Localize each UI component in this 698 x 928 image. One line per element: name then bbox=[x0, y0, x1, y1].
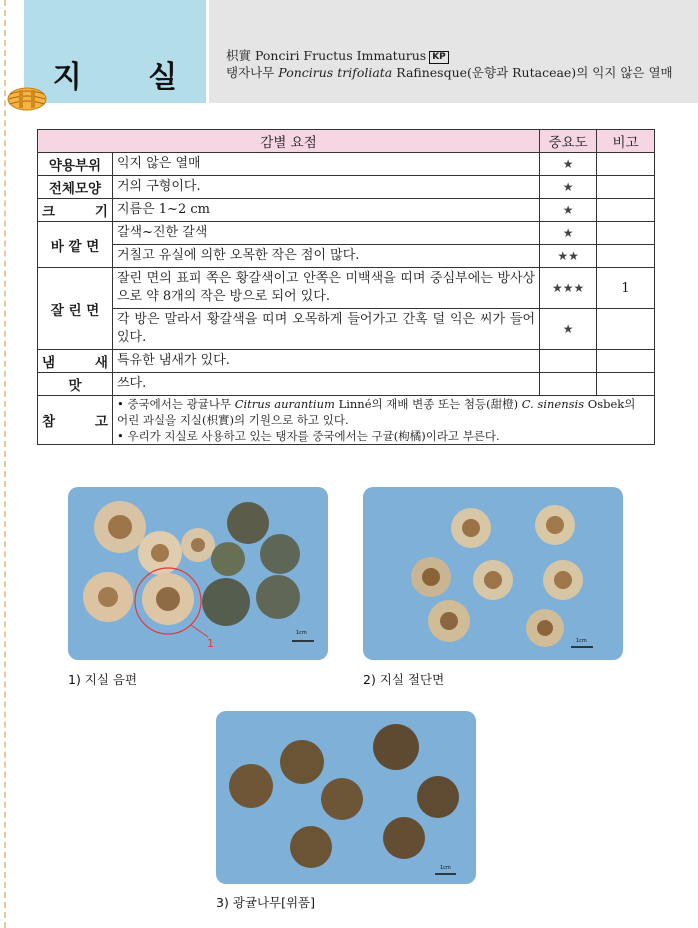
row-stars: ★ bbox=[540, 309, 597, 350]
table-row bbox=[38, 222, 655, 245]
row-note bbox=[597, 350, 655, 373]
row-desc: 쓰다. bbox=[112, 373, 539, 396]
herb-latin-name: Ponciri Fructus Immaturus bbox=[255, 48, 427, 63]
row-note bbox=[597, 309, 655, 350]
row-label: 참 고 bbox=[38, 396, 113, 445]
table-row bbox=[38, 245, 655, 268]
header-info-panel bbox=[209, 0, 698, 103]
row-stars: ★★ bbox=[540, 245, 597, 268]
scale-label: 1cm bbox=[576, 638, 587, 644]
table-row-reference bbox=[38, 396, 655, 445]
row-desc: 특유한 냄새가 있다. bbox=[112, 350, 539, 373]
sliced-fruit-image bbox=[68, 487, 328, 660]
photo-cross-sections bbox=[363, 487, 623, 660]
identification-table bbox=[37, 129, 655, 445]
photo-counterfeit bbox=[216, 711, 476, 884]
reference-line-2: • 우리가 지실로 사용하고 있는 탱자를 중국에서는 구귤(枸橘)이라고 부른다. bbox=[116, 429, 500, 443]
row-desc: 잘린 면의 표피 쪽은 황갈색이고 안쪽은 미백색을 띠며 중심부에는 방사상으로 약 8개의 작은 방으로 되어 있다. bbox=[112, 268, 539, 309]
table-header-row bbox=[38, 130, 655, 153]
scale-label: 1cm bbox=[440, 865, 451, 871]
photo-sliced-fruit bbox=[68, 487, 328, 660]
figure-caption-1: 1) 지실 음편 bbox=[68, 672, 138, 687]
ref-text: Osbek의 어린 과실을 지실(枳實)의 기원으로 하고 있다. bbox=[116, 397, 636, 427]
figure-caption-2: 2) 지실 절단면 bbox=[363, 672, 445, 687]
row-note bbox=[597, 176, 655, 199]
row-label: 크 기 bbox=[38, 199, 113, 222]
table-row bbox=[38, 153, 655, 176]
table-row bbox=[38, 268, 655, 309]
row-stars: ★★★ bbox=[540, 268, 597, 309]
scale-label: 1cm bbox=[296, 630, 307, 636]
page-title: 지 실 bbox=[52, 60, 206, 95]
herb-origin-line bbox=[226, 64, 686, 81]
row-desc: 갈색~진한 갈색 bbox=[112, 222, 539, 245]
row-desc: 익지 않은 열매 bbox=[112, 153, 539, 176]
table-row bbox=[38, 176, 655, 199]
row-note bbox=[597, 222, 655, 245]
ref-species: Citrus aurantium bbox=[234, 397, 335, 411]
row-desc: 거의 구형이다. bbox=[112, 176, 539, 199]
row-desc: 지름은 1~2 cm bbox=[112, 199, 539, 222]
col-header-key-points: 감별 요점 bbox=[38, 130, 540, 153]
table-row bbox=[38, 199, 655, 222]
herb-bundle-icon bbox=[6, 84, 48, 114]
row-label: 바 깥 면 bbox=[38, 222, 113, 268]
ref-text: Linné의 재배 변종 또는 첨등(甜橙) bbox=[338, 397, 519, 411]
row-stars: ★ bbox=[540, 176, 597, 199]
row-stars bbox=[540, 373, 597, 396]
row-note bbox=[597, 245, 655, 268]
counterfeit-fruit-image bbox=[216, 711, 476, 884]
table-row bbox=[38, 350, 655, 373]
origin-family: Rafinesque(운향과 Rutaceae)의 익지 않은 열매 bbox=[396, 65, 673, 80]
row-label: 냄 새 bbox=[38, 350, 113, 373]
col-header-remarks: 비고 bbox=[597, 130, 655, 153]
row-label: 맛 bbox=[38, 373, 113, 396]
ref-species: C. sinensis bbox=[521, 397, 585, 411]
row-stars: ★ bbox=[540, 222, 597, 245]
figure-caption-3: 3) 광귤나무[위품] bbox=[216, 895, 316, 910]
herb-description bbox=[226, 47, 686, 81]
ref-text: • 중국에서는 광귤나무 bbox=[116, 397, 232, 411]
row-label: 전체모양 bbox=[38, 176, 113, 199]
table-row bbox=[38, 373, 655, 396]
herb-name-line bbox=[226, 47, 686, 64]
row-note bbox=[597, 199, 655, 222]
row-label: 약용부위 bbox=[38, 153, 113, 176]
origin-species: Poncirus trifoliata bbox=[278, 65, 393, 80]
row-stars: ★ bbox=[540, 153, 597, 176]
reference-notes bbox=[112, 396, 654, 445]
row-note bbox=[597, 373, 655, 396]
reference-line-1 bbox=[117, 396, 650, 428]
row-note: 1 bbox=[597, 268, 655, 309]
row-label: 잘 린 면 bbox=[38, 268, 113, 350]
row-desc: 거칠고 유실에 의한 오목한 작은 점이 많다. bbox=[112, 245, 539, 268]
origin-plant: 탱자나무 bbox=[226, 65, 275, 80]
herb-hanja: 枳實 bbox=[226, 48, 252, 63]
row-stars bbox=[540, 350, 597, 373]
title-banner bbox=[24, 0, 206, 103]
table-row bbox=[38, 309, 655, 350]
row-note bbox=[597, 153, 655, 176]
marker-label: 1 bbox=[207, 637, 214, 650]
cross-section-image bbox=[363, 487, 623, 660]
row-desc: 각 방은 말라서 황갈색을 띠며 오목하게 들어가고 간혹 덜 익은 씨가 들어 있다. bbox=[112, 309, 539, 350]
kp-badge: KP bbox=[429, 51, 449, 64]
col-header-importance: 중요도 bbox=[540, 130, 597, 153]
dashed-margin-line bbox=[4, 0, 6, 928]
row-stars: ★ bbox=[540, 199, 597, 222]
